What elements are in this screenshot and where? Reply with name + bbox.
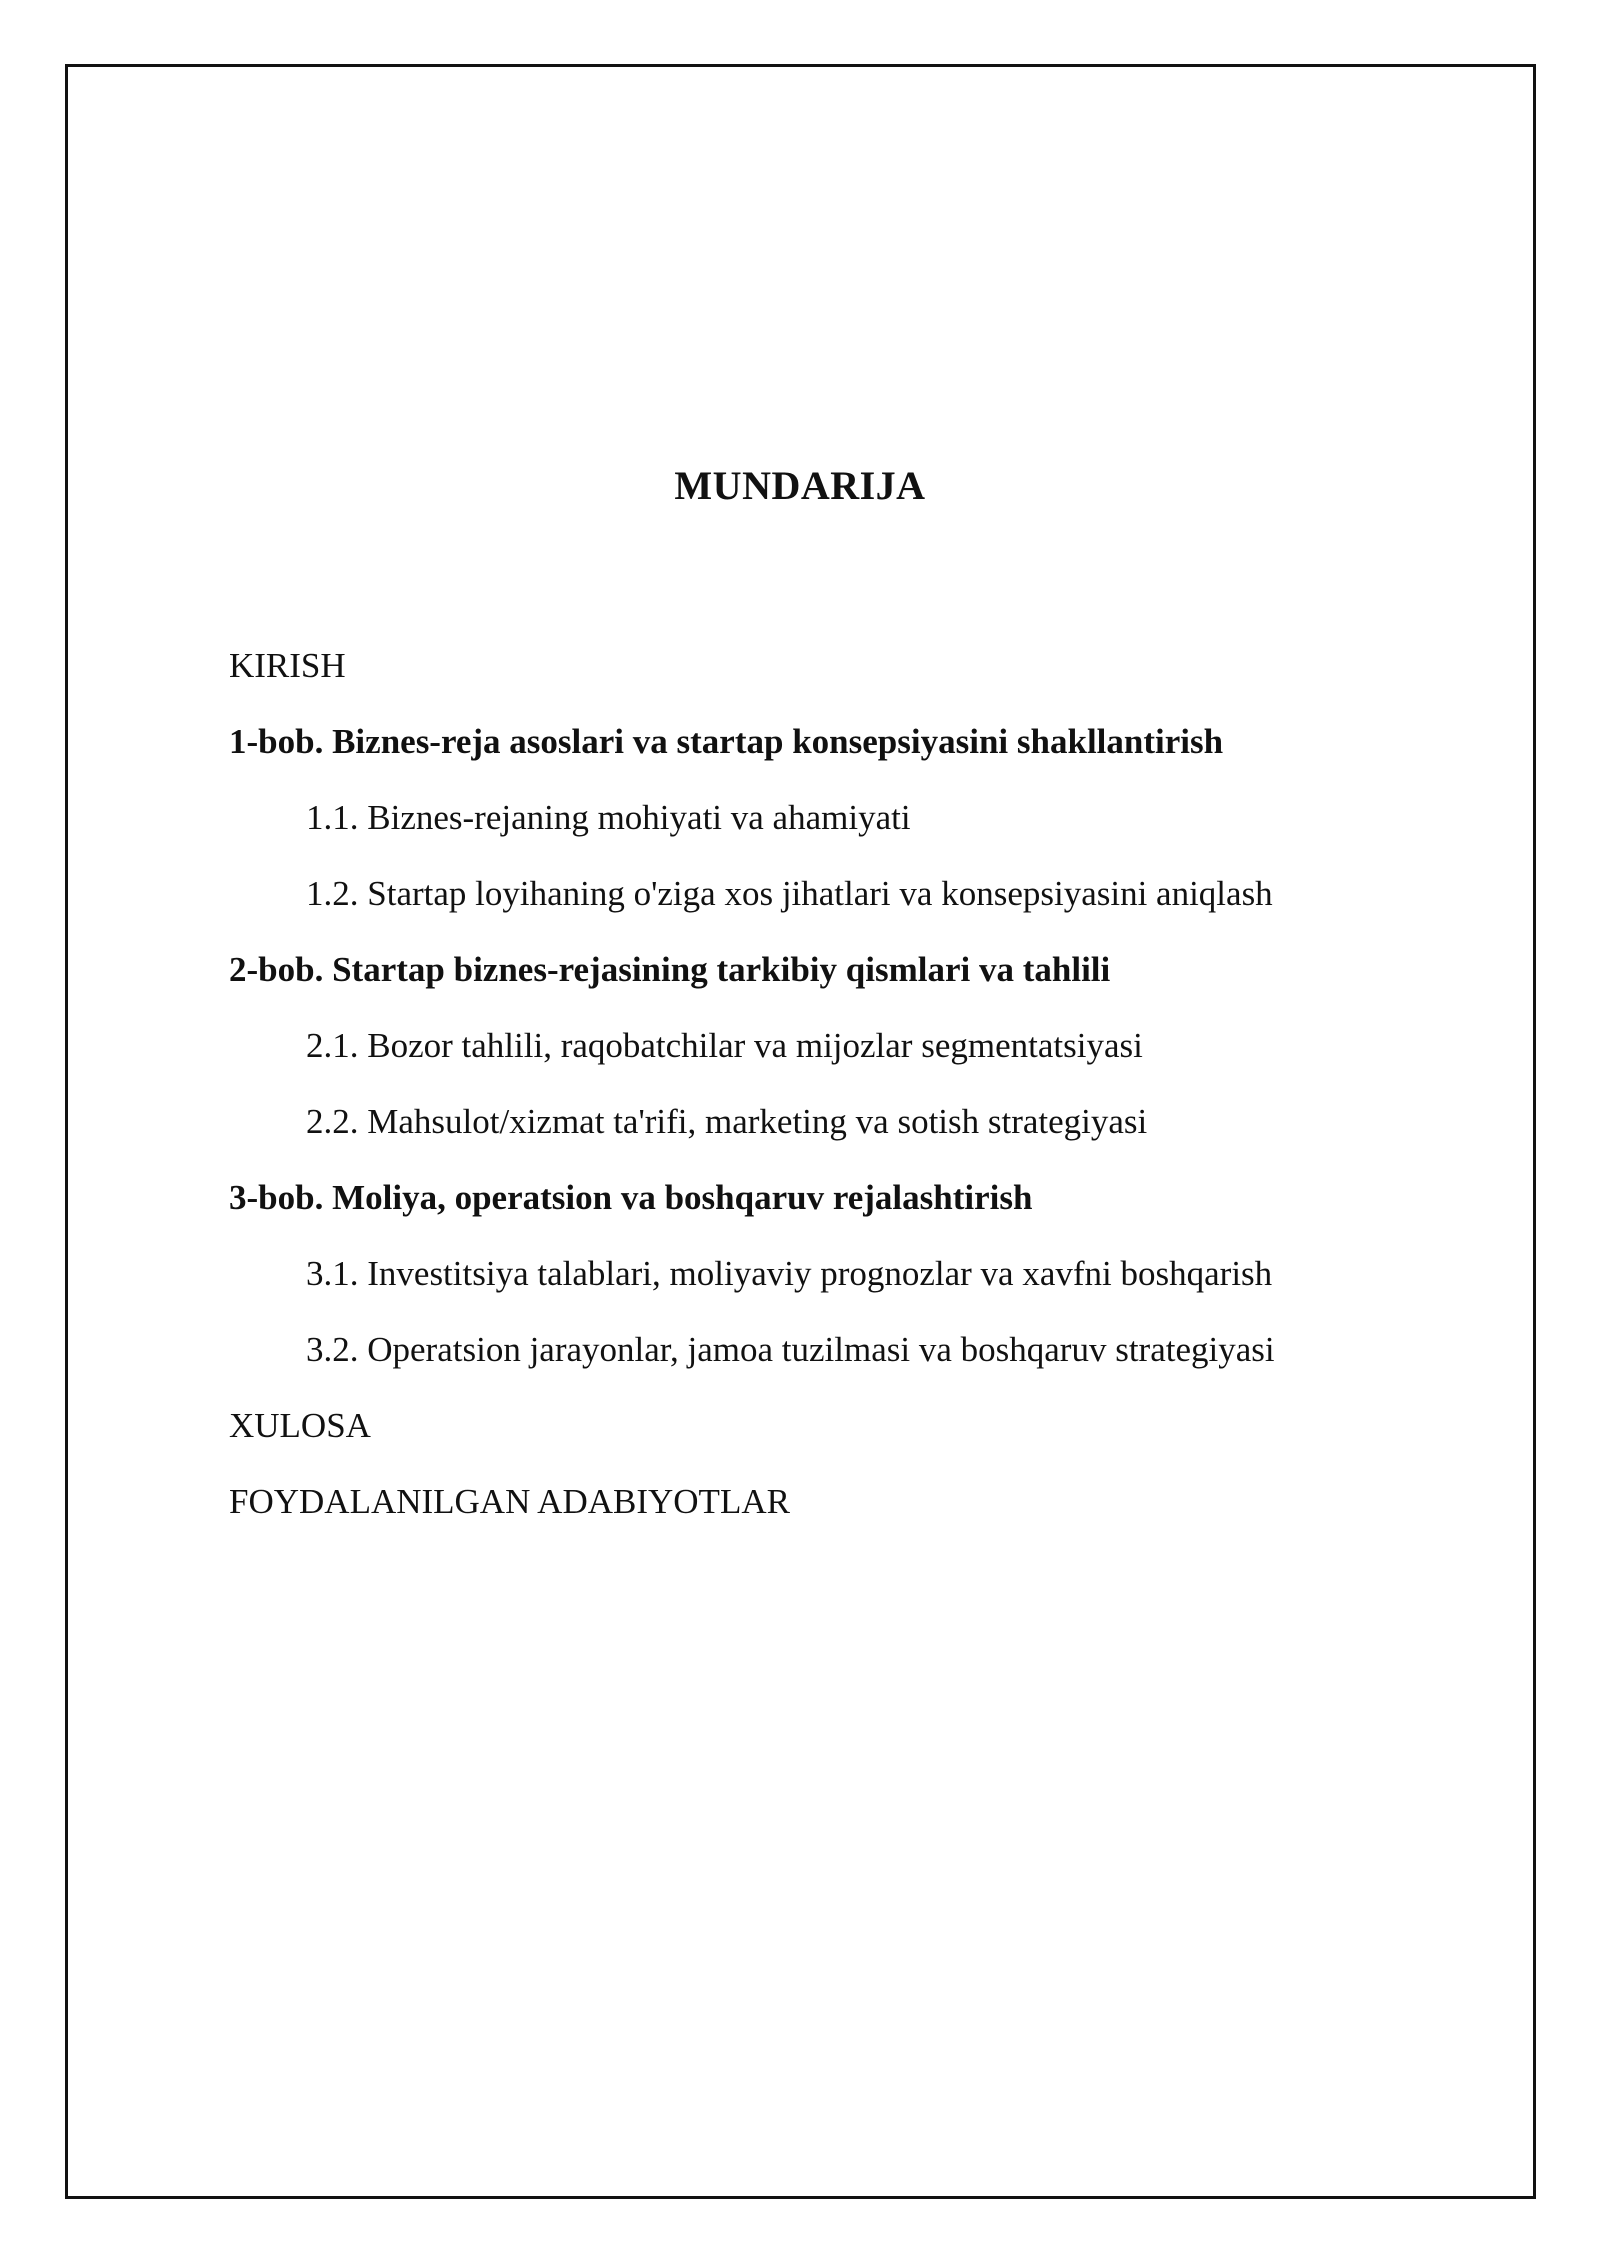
toc-section-3-1: 3.1. Investitsiya talablari, moliyaviy prognozlar va xavfni boshqarish: [306, 1254, 1273, 1293]
toc-section-3-2: 3.2. Operatsion jarayonlar, jamoa tuzilmasi va boshqaruv strategiyasi: [306, 1330, 1275, 1369]
toc-entry-conclusion: XULOSA: [229, 1406, 371, 1445]
toc-section-1-1: 1.1. Biznes-rejaning mohiyati va ahamiyati: [306, 798, 911, 837]
toc-chapter-3: 3-bob. Moliya, operatsion va boshqaruv rejalashtirish: [229, 1178, 1033, 1217]
toc-chapter-2: 2-bob. Startap biznes-rejasining tarkibiy qismlari va tahlili: [229, 950, 1111, 989]
toc-section-2-1: 2.1. Bozor tahlili, raqobatchilar va mijozlar segmentatsiyasi: [306, 1026, 1143, 1065]
toc-section-2-2: 2.2. Mahsulot/xizmat ta'rifi, marketing va sotish strategiyasi: [306, 1102, 1148, 1141]
page-title: MUNDARIJA: [674, 463, 926, 508]
toc-entry-references: FOYDALANILGAN ADABIYOTLAR: [229, 1482, 790, 1521]
toc-chapter-1: 1-bob. Biznes-reja asoslari va startap konsepsiyasini shakllantirish: [229, 722, 1224, 761]
toc-section-1-2: 1.2. Startap loyihaning o'ziga xos jihatlari va konsepsiyasini aniqlash: [306, 874, 1273, 913]
toc-entry-introduction: KIRISH: [229, 646, 346, 685]
table-of-contents: [229, 638, 1275, 1550]
